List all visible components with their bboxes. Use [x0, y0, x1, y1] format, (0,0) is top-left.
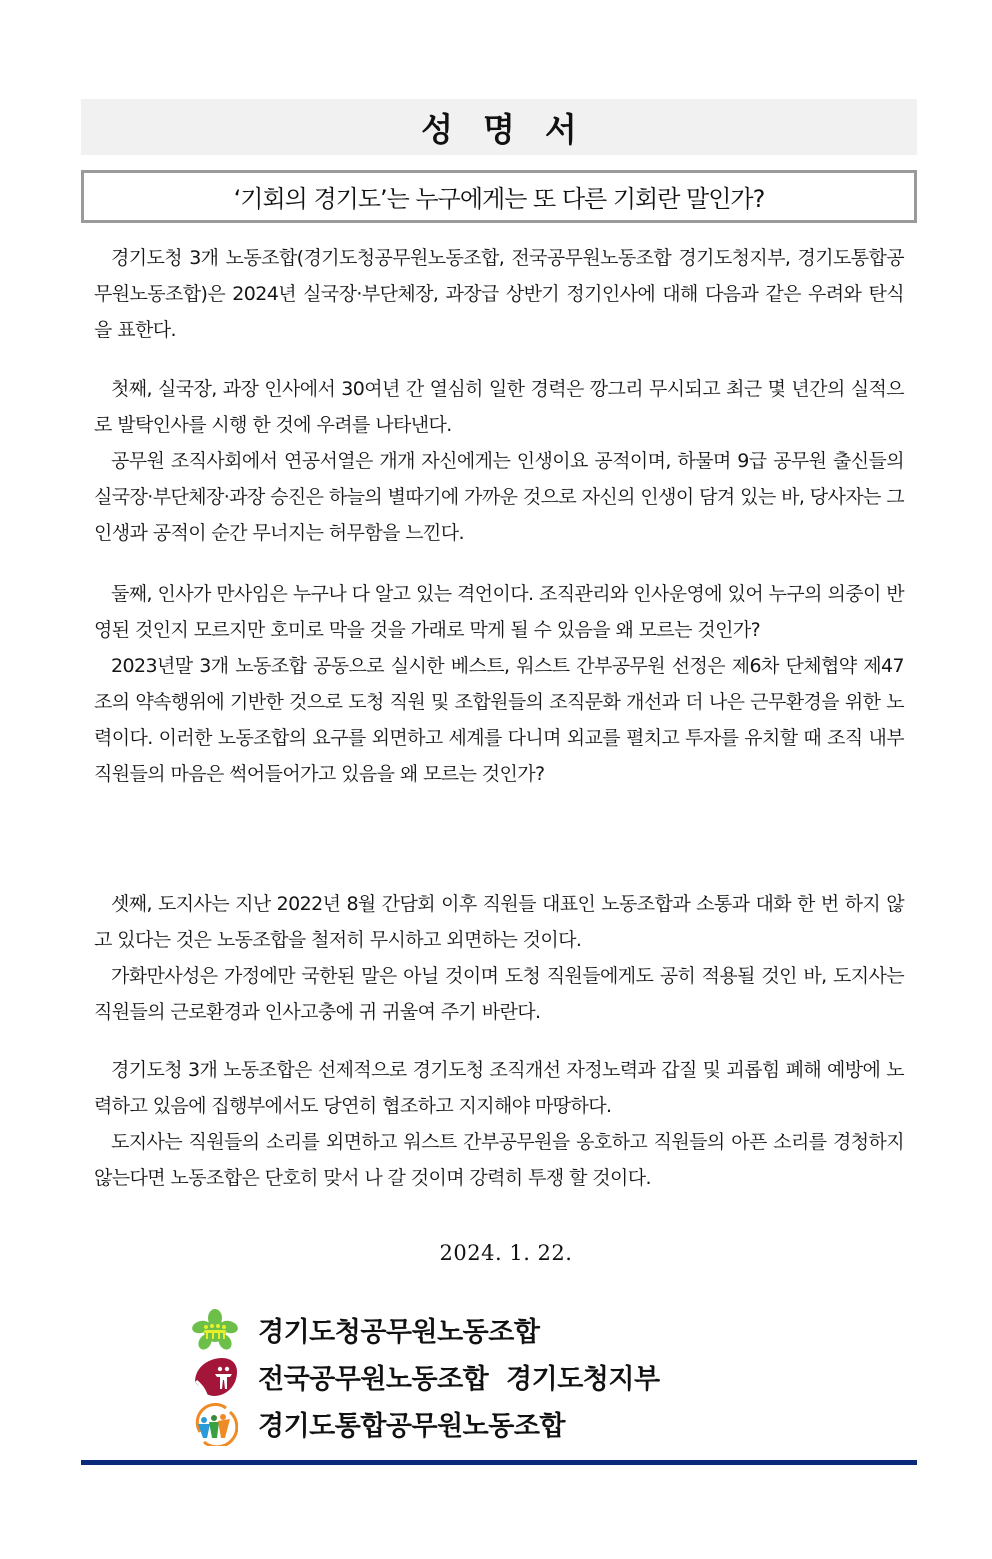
- paragraph-third-point-detail: 가화만사성은 가정에만 국한된 말은 아닐 것이며 도청 직원들에게도 공히 적용될 것인 바, 도지사는 직원들의 근로환경과 인사고충에 귀 귀울여 주기 바란다.: [94, 965, 904, 1023]
- red-union-logo-icon: [192, 1355, 240, 1399]
- page-subtitle: ‘기회의 경기도’는 누구에게는 또 다른 기회란 말인가?: [233, 185, 765, 213]
- signatory-gyeonggi-integrated-union: [192, 1400, 660, 1447]
- green-flower-logo-icon: [192, 1308, 240, 1352]
- paragraph-third-point: 셋째, 도지사는 지난 2022년 8월 간담회 이후 직원들 대표인 노동조합과 소통과 대화 한 번 하지 않고 있다는 것은 노동조합을 철저히 무시하고 외면하는 것이다.: [94, 893, 904, 951]
- paragraph-conclusion-detail: 도지사는 직원들의 소리를 외면하고 워스트 간부공무원을 옹호하고 직원들의 아픈 소리를 경청하지 않는다면 노동조합은 단호히 맞서 나 갈 것이며 강력히 투쟁 할 것이다.: [94, 1131, 904, 1189]
- conclusion-section: [94, 1052, 904, 1196]
- signatory-kgeu-gyeonggi-branch: [192, 1353, 660, 1400]
- second-point-section: [94, 576, 904, 792]
- signatory-name: 전국공무원노동조합 경기도청지부: [258, 1364, 660, 1395]
- signatories-list: [192, 1306, 660, 1447]
- third-point-section: [94, 886, 904, 1030]
- paragraph-intro: 경기도청 3개 노동조합(경기도청공무원노동조합, 전국공무원노동조합 경기도청지부, 경기도통합공무원노동조합)은 2024년 실국장·부단체장, 과장급 상반기 정기인사에 대해 다음과 같은 우려와 탄식을 표한다.: [94, 247, 904, 341]
- subtitle-box: [81, 170, 917, 223]
- rainbow-people-logo-icon: [192, 1402, 240, 1446]
- paragraph-conclusion: 경기도청 3개 노동조합은 선제적으로 경기도청 조직개선 자정노력과 갑질 및 괴롭힘 폐해 예방에 노력하고 있음에 집행부에서도 당연히 협조하고 지지해야 마땅하다.: [94, 1059, 904, 1117]
- page-title: 성명서: [421, 109, 607, 149]
- intro-section: [94, 240, 904, 348]
- title-banner: [81, 99, 917, 155]
- statement-date: 2024. 1. 22.: [439, 1241, 573, 1265]
- signatory-gyeonggi-civil-servants-union: [192, 1306, 660, 1353]
- paragraph-first-point: 첫째, 실국장, 과장 인사에서 30여년 간 열심히 일한 경력은 깡그리 무시되고 최근 몇 년간의 실적으로 발탁인사를 시행 한 것에 우려를 나타낸다.: [94, 378, 904, 436]
- paragraph-second-point: 둘째, 인사가 만사임은 누구나 다 알고 있는 격언이다. 조직관리와 인사운영에 있어 누구의 의중이 반영된 것인지 모르지만 호미로 막을 것을 가래로 막게 될 수 있음을 왜 모르는 것인가?: [94, 583, 904, 641]
- first-point-section: [94, 371, 904, 551]
- footer-divider: [81, 1460, 917, 1465]
- signatory-name: 경기도통합공무원노동조합: [258, 1411, 565, 1442]
- signatory-name: 경기도청공무원노동조합: [258, 1317, 540, 1348]
- paragraph-second-point-detail: 2023년말 3개 노동조합 공동으로 실시한 베스트, 워스트 간부공무원 선정은 제6차 단체협약 제47조의 약속행위에 기반한 것으로 도청 직원 및 조합원들의 조직문화 개선과 더 나은 근무환경을 위한 노력이다. 이러한 노동조합의 요구를 외면하고 세계를 다니며 외교를 펼치고 투자를 유치할 때 조직 내부 직원들의 마음은 썩어들어가고 있음을 왜 모르는 것인가?: [94, 655, 904, 785]
- paragraph-first-point-detail: 공무원 조직사회에서 연공서열은 개개 자신에게는 인생이요 공적이며, 하물며 9급 공무원 출신들의 실국장·부단체장·과장 승진은 하늘의 별따기에 가까운 것으로 자신의 인생이 담겨 있는 바, 당사자는 그 인생과 공적이 순간 무너지는 허무함을 느낀다.: [94, 450, 904, 544]
